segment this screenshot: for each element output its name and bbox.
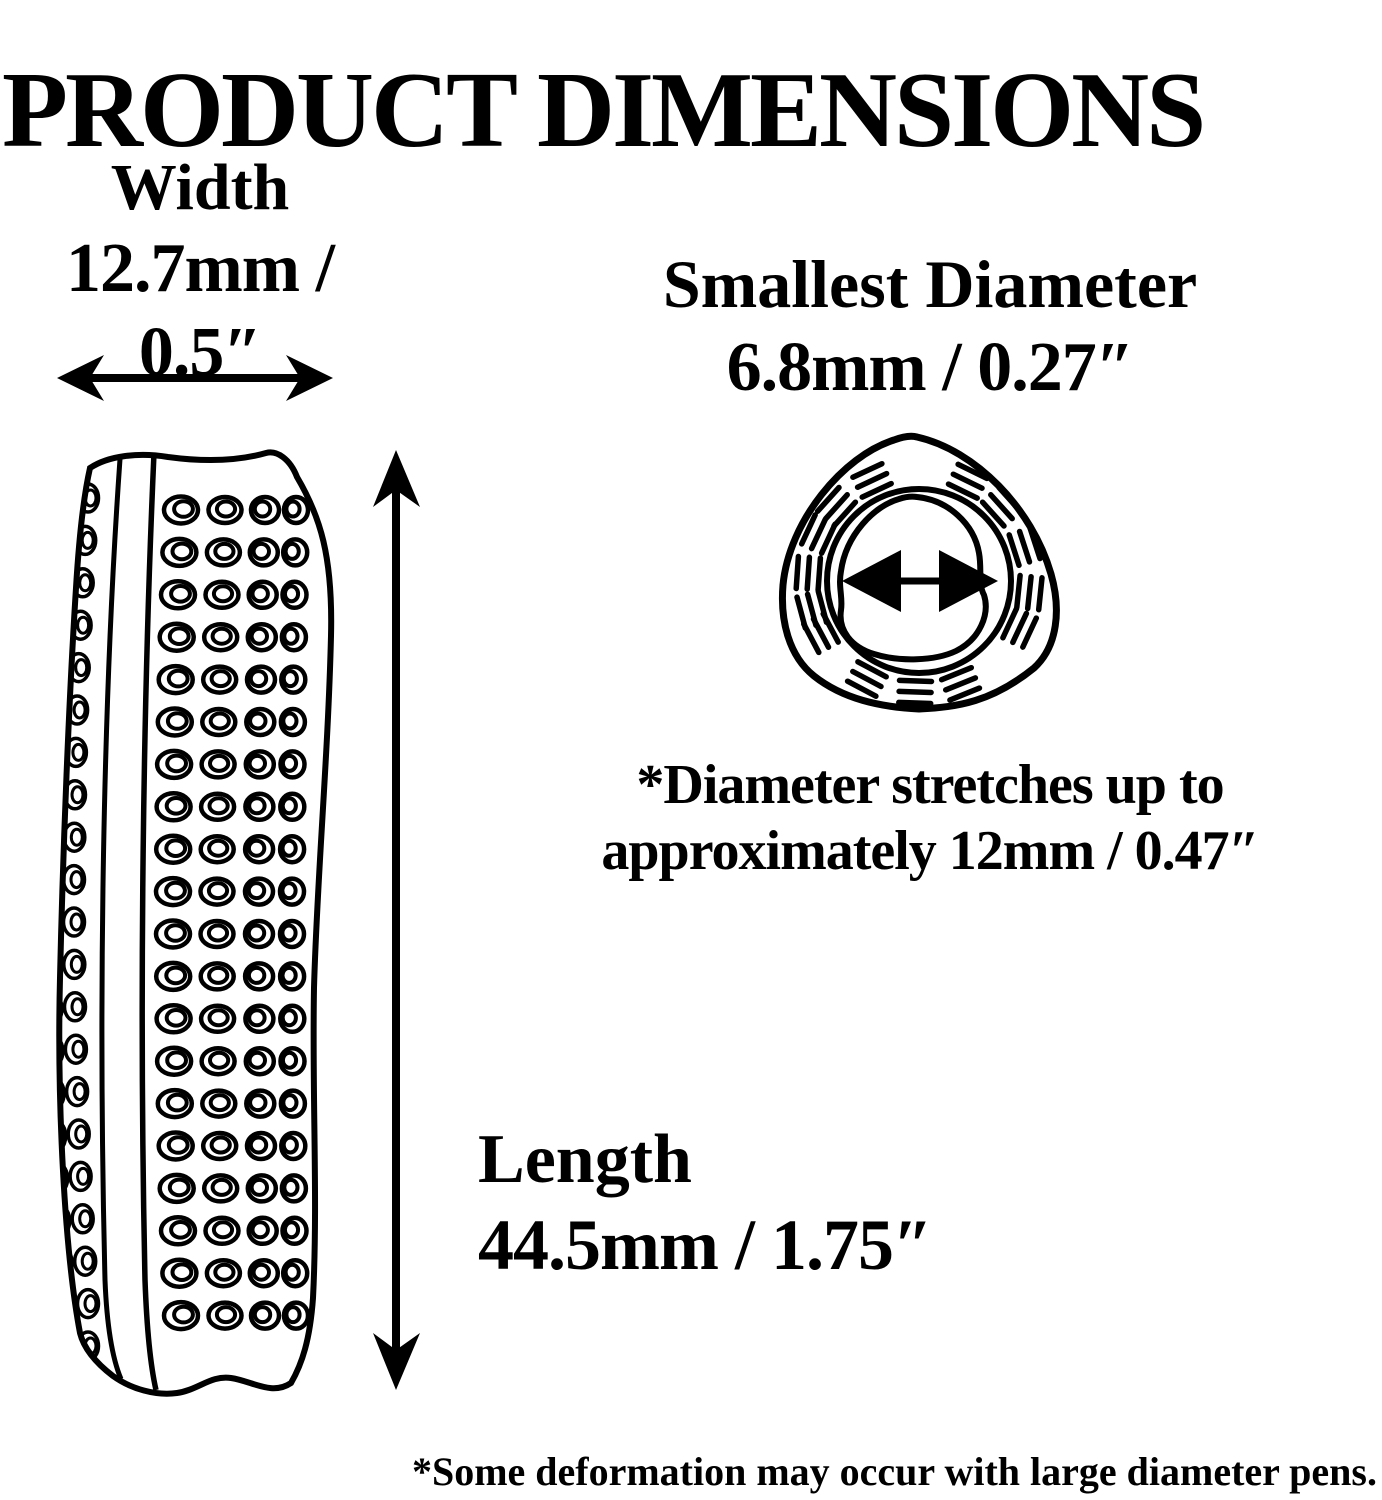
length-value: 44.5mm / 1.75″ [478,1205,932,1285]
grip-front-edge-line [142,453,156,1390]
length-arrow-icon [373,450,420,1390]
grip-texture-rings [45,484,308,1360]
cross-section-outer-outline [782,436,1056,709]
page-title: PRODUCT DIMENSIONS [2,51,1204,171]
diameter-note-line2: approximately 12mm / 0.47″ [601,820,1259,883]
diameter-arrow-icon [842,550,998,612]
diameter-dimension-block [555,244,1305,410]
width-value: 12.7mm / 0.5″ [65,230,335,392]
grip-side-edge-line [102,459,121,1379]
diameter-stretch-note [555,752,1305,884]
length-label: Length [478,1121,692,1198]
length-dimension-block [478,1118,932,1288]
diameter-value: 6.8mm / 0.27″ [726,328,1134,406]
diameter-note-line1: *Diameter stretches up to [636,754,1224,816]
width-label: Width [110,151,290,224]
width-dimension-block [0,148,400,395]
diameter-label: Smallest Diameter [662,246,1198,322]
pen-grip-drawing [45,452,331,1393]
deformation-footnote: *Some deformation may occur with large diameter pens. [411,1449,1377,1494]
cross-section-drawing [782,436,1056,709]
